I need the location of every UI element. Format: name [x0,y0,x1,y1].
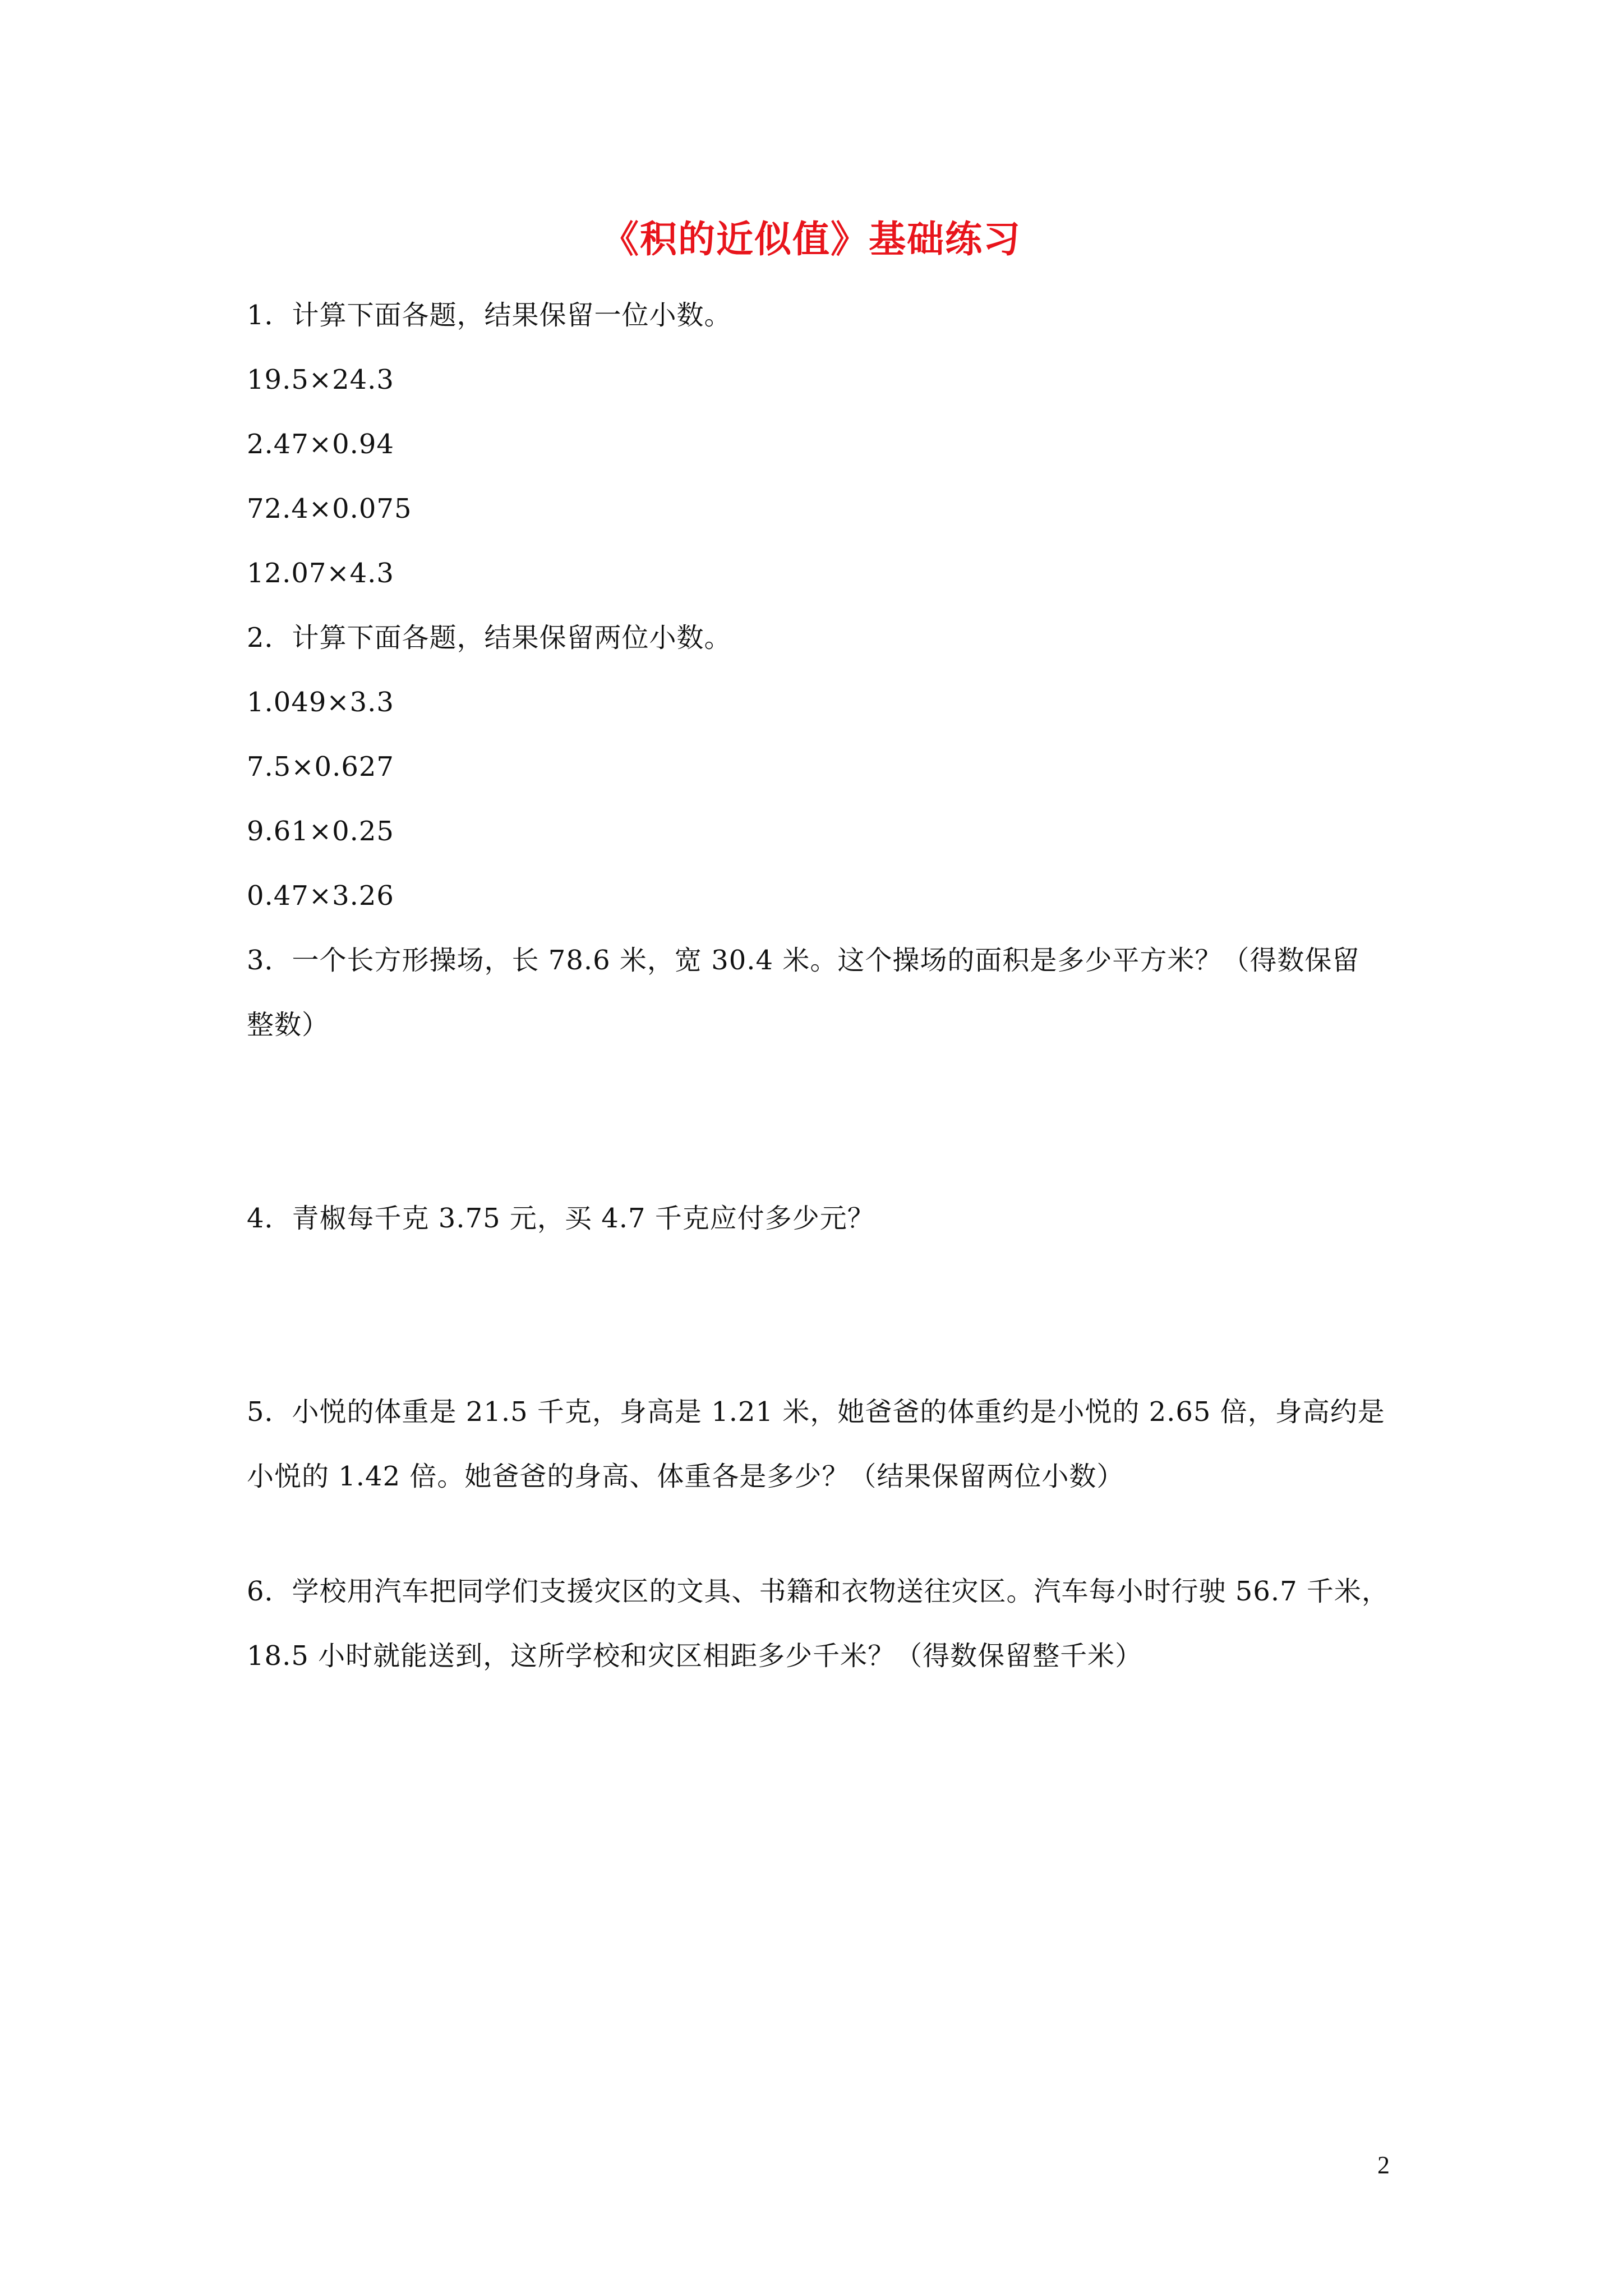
worksheet-title: 《积的近似值》基础练习 [602,218,1021,261]
page-number: 2 [1377,2151,1390,2179]
question-1-prompt: 1．计算下面各题，结果保留一位小数。 [247,300,732,331]
question-4-text: 4．青椒每千克 3.75 元，买 4.7 千克应付多少元？ [247,1203,875,1234]
question-2-item: 9.61×0.25 [247,816,394,847]
question-1-item: 72.4×0.075 [247,493,412,524]
question-1-item: 19.5×24.3 [247,364,394,395]
question-2-item: 1.049×3.3 [247,687,394,718]
question-1-item: 12.07×4.3 [247,558,394,589]
question-2-item: 0.47×3.26 [247,880,394,912]
question-3-text-continued: 整数） [247,1009,330,1041]
question-2-prompt: 2．计算下面各题，结果保留两位小数。 [247,622,732,654]
question-5-text-continued: 小悦的 1.42 倍。她爸爸的身高、体重各是多少？（结果保留两位小数） [247,1461,1124,1492]
question-3-text: 3．一个长方形操场，长 78.6 米，宽 30.4 米。这个操场的面积是多少平方米？（得数保留 [247,945,1360,976]
question-1-item: 2.47×0.94 [247,429,394,460]
question-6-text: 6．学校用汽车把同学们支援灾区的文具、书籍和衣物送往灾区。汽车每小时行驶 56.7 千米， [247,1576,1389,1607]
question-6-text-continued: 18.5 小时就能送到，这所学校和灾区相距多少千米？（得数保留整千米） [247,1640,1143,1672]
question-5-text: 5．小悦的体重是 21.5 千克，身高是 1.21 米，她爸爸的体重约是小悦的 2.65 倍，身高约是 [247,1396,1385,1428]
question-2-item: 7.5×0.627 [247,751,394,783]
